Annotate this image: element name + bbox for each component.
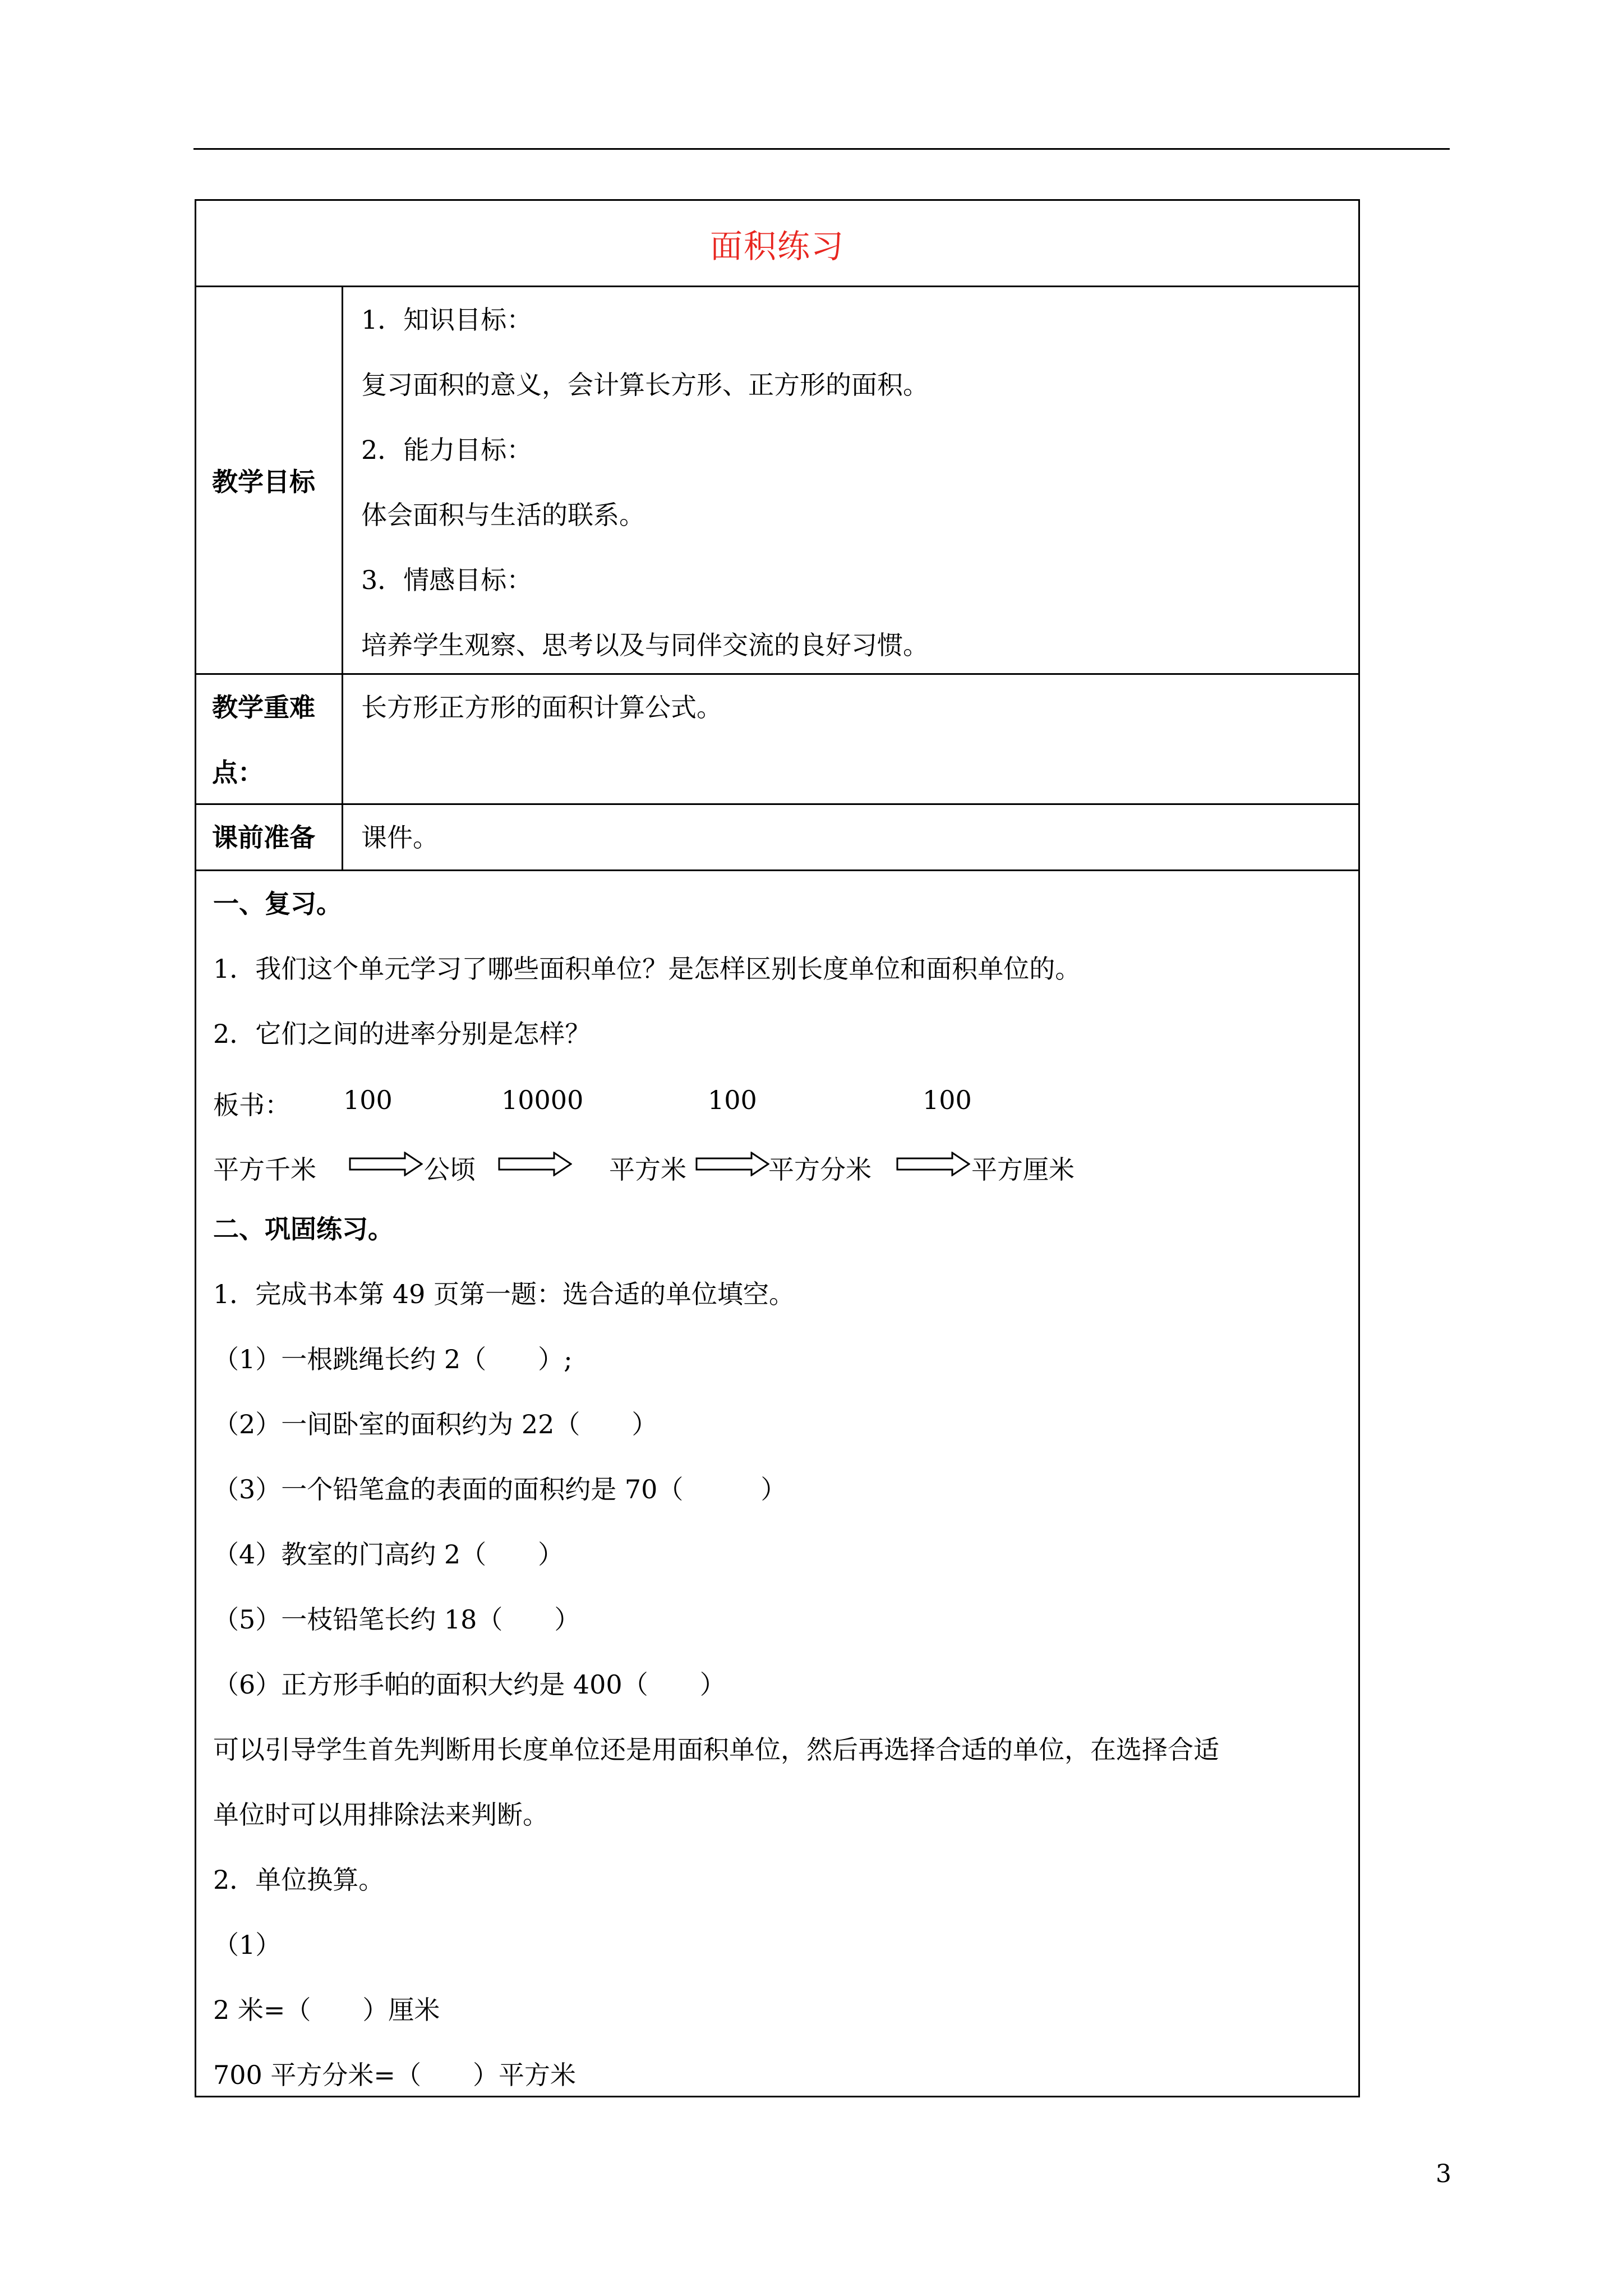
process-row xyxy=(196,871,1358,2096)
objectives-label-text: 教学目标 xyxy=(212,467,315,497)
practice-item: （3）一个铅笔盒的表面的面积约是 70（ ） xyxy=(213,1474,787,1504)
practice-item: （4）教室的门高约 2（ ） xyxy=(213,1539,564,1570)
objectives-row xyxy=(196,287,1358,675)
objective-line: 体会面积与生活的联系。 xyxy=(361,500,645,530)
conversion-arrow-icon xyxy=(498,1152,572,1176)
unit-label: 公顷 xyxy=(424,1154,476,1185)
objective-line: 3．情感目标： xyxy=(361,565,533,595)
preparation-row xyxy=(196,805,1358,871)
review-question-1: 1．我们这个单元学习了哪些面积单位？是怎样区别长度单位和面积单位的。 xyxy=(213,954,1081,984)
title-row xyxy=(196,201,1358,287)
preparation-label xyxy=(196,805,343,869)
objective-line: 1．知识目标： xyxy=(361,305,533,335)
conversion-arrow-icon xyxy=(695,1152,769,1176)
key-points-label-line2: 点： xyxy=(212,757,264,788)
key-points-text: 长方形正方形的面积计算公式。 xyxy=(361,692,722,723)
practice-item: （2）一间卧室的面积约为 22（ ） xyxy=(213,1409,658,1439)
objective-line: 复习面积的意义，会计算长方形、正方形的面积。 xyxy=(361,370,929,400)
unit-label: 平方分米 xyxy=(768,1154,872,1185)
objective-line: 2．能力目标： xyxy=(361,435,533,465)
guide-text: 可以引导学生首先判断用长度单位还是用面积单位，然后再选择合适的单位，在选择合适 xyxy=(213,1734,1219,1765)
lesson-title: 面积练习 xyxy=(709,227,845,265)
preparation-text: 课件。 xyxy=(361,822,439,853)
conversion-arrow-icon xyxy=(896,1152,970,1176)
practice-item: （1）一根跳绳长约 2（ ）; xyxy=(213,1344,573,1374)
board-label: 板书： xyxy=(213,1090,291,1120)
rate-label: 100 xyxy=(708,1085,757,1115)
unit-label: 平方千米 xyxy=(213,1154,316,1185)
rate-label: 100 xyxy=(923,1085,972,1115)
objective-line: 培养学生观察、思考以及与同伴交流的良好习惯。 xyxy=(361,630,929,660)
rate-label: 10000 xyxy=(501,1085,584,1115)
board-diagram xyxy=(213,1066,1358,1197)
sub-task-label: （1） xyxy=(213,1930,282,1960)
key-points-label-line1: 教学重难 xyxy=(212,692,315,723)
preparation-content xyxy=(343,805,1358,869)
header-rule xyxy=(193,148,1450,150)
preparation-label-text: 课前准备 xyxy=(212,822,315,853)
review-question-2: 2．它们之间的进率分别是怎样？ xyxy=(213,1019,591,1049)
practice-task-1: 1．完成书本第 49 页第一题：选合适的单位填空。 xyxy=(213,1279,795,1309)
unit-label: 平方米 xyxy=(609,1154,686,1185)
conversion-exercise: 2 米=（ ）厘米 xyxy=(213,1995,440,2025)
lesson-table xyxy=(195,199,1360,2097)
conversion-arrow-icon xyxy=(349,1152,423,1176)
practice-task-2: 2．单位换算。 xyxy=(213,1865,385,1895)
practice-item: （6）正方形手帕的面积大约是 400（ ） xyxy=(213,1669,726,1700)
rate-label: 100 xyxy=(343,1085,393,1115)
key-points-row xyxy=(196,675,1358,805)
practice-item: （5）一枝铅笔长约 18（ ） xyxy=(213,1604,580,1635)
objectives-label xyxy=(196,287,343,673)
key-points-label xyxy=(196,675,343,803)
unit-label: 平方厘米 xyxy=(971,1154,1075,1185)
key-points-content xyxy=(343,675,1358,803)
practice-heading: 二、巩固练习。 xyxy=(213,1214,394,1244)
objectives-content xyxy=(343,287,1358,673)
page-number: 3 xyxy=(1436,2160,1451,2188)
conversion-exercise: 700 平方分米=（ ）平方米 xyxy=(213,2060,576,2090)
review-heading: 一、复习。 xyxy=(213,889,342,919)
guide-text: 单位时可以用排除法来判断。 xyxy=(213,1800,548,1830)
